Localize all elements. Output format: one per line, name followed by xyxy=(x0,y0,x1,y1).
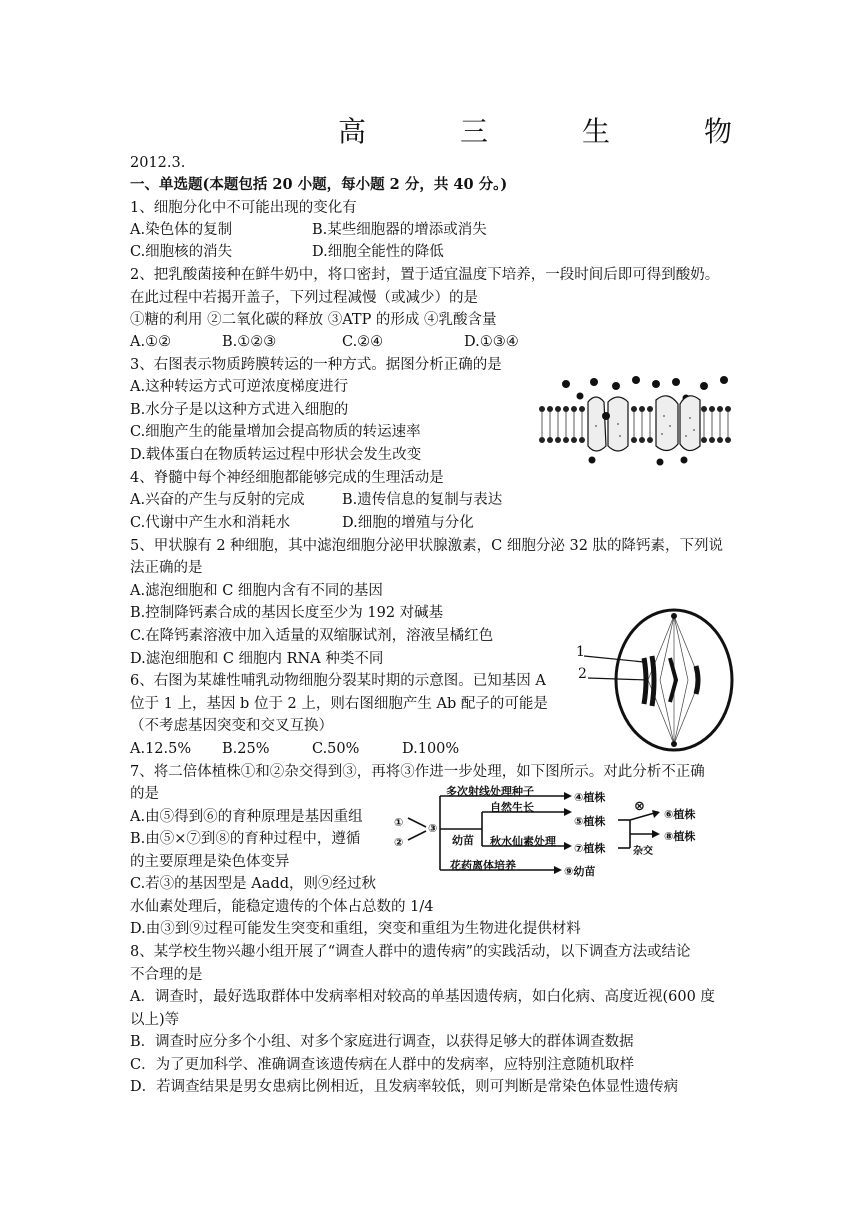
q4-option-b: B.遗传信息的复制与表达 xyxy=(342,492,503,508)
q1-stem: 1、细胞分化中不可能出现的变化有 xyxy=(130,200,357,216)
plant-7: ⑦植株 xyxy=(574,842,606,855)
node-1: ① xyxy=(394,816,404,829)
title-char-1: 高 xyxy=(338,115,367,148)
q3-stem: 3、右图表示物质跨膜转运的一种方式。据图分析正确的是 xyxy=(130,357,502,373)
q2-option-d: D.①③④ xyxy=(464,334,519,350)
plant-6: ⑥植株 xyxy=(664,808,696,821)
q7-option-c-1: C.若③的基因型是 Aadd，则⑨经过秋 xyxy=(130,876,376,892)
plant-5: ⑤植株 xyxy=(574,815,606,828)
colchicine-label: 秋水仙素处理 xyxy=(490,835,556,848)
q6-option-d: D.100% xyxy=(402,741,460,757)
node-3: ③ xyxy=(428,822,438,835)
q6-stem-2: 位于 1 上，基因 b 位于 2 上，则右图细胞产生 Ab 配子的可能是 xyxy=(130,696,548,712)
q3-option-b: B.水分子是以这种方式进入细胞的 xyxy=(130,402,349,418)
seedling-9: ⑨幼苗 xyxy=(564,865,596,878)
q8-option-a-2: 以上)等 xyxy=(130,1012,180,1028)
natural-growth-label: 自然生长 xyxy=(490,801,534,814)
q8-option-b: B．调查时应分多个小组、对多个家庭进行调查，以获得足够大的群体调查数据 xyxy=(130,1034,634,1050)
q7-stem-1: 7、将二倍体植株①和②杂交得到③，再将③作进一步处理，如下图所示。对此分析不正确 xyxy=(130,764,705,780)
q4-option-a: A.兴奋的产生与反射的完成 xyxy=(130,492,305,508)
q7-stem-2: 的是 xyxy=(130,786,159,802)
q4-option-c: C.代谢中产生水和消耗水 xyxy=(130,515,291,531)
fig-label-2: 2 xyxy=(578,666,587,682)
node-2: ② xyxy=(394,836,404,849)
q3-option-d: D.载体蛋白在物质转运过程中形状会发生改变 xyxy=(130,447,422,463)
q1-option-d: D.细胞全能性的降低 xyxy=(312,244,444,260)
plant-8: ⑧植株 xyxy=(664,830,696,843)
anther-culture-label: 花药离体培养 xyxy=(450,859,516,872)
q8-option-c: C．为了更加科学、准确调查该遗传病在人群中的发病率，应特别注意随机取样 xyxy=(130,1057,635,1073)
q5-option-d: D.滤泡细胞和 C 细胞内 RNA 种类不同 xyxy=(130,651,384,667)
q1-option-b: B.某些细胞器的增添或消失 xyxy=(312,222,487,238)
q8-stem-1: 8、某学校生物兴趣小组开展了“调查人群中的遗传病”的实践活动，以下调查方法或结论 xyxy=(130,944,691,960)
fig-label-1: 1 xyxy=(576,644,585,660)
q6-option-c: C.50% xyxy=(312,741,360,757)
q3-option-c: C.细胞产生的能量增加会提高物质的转运速率 xyxy=(130,424,421,440)
q5-stem-2: 法正确的是 xyxy=(130,560,203,576)
q7-option-b-1: B.由⑤×⑦到⑧的育种过程中，遵循 xyxy=(130,831,361,847)
q5-option-a: A.滤泡细胞和 C 细胞内含有不同的基因 xyxy=(130,583,383,599)
cross-label: 杂交 xyxy=(633,846,653,857)
q7-option-b-2: 的主要原理是染色体变异 xyxy=(130,854,290,870)
q5-option-b: B.控制降钙素合成的基因长度至少为 192 对碱基 xyxy=(130,605,444,621)
q1-option-c: C.细胞核的消失 xyxy=(130,244,233,260)
breeding-diagram xyxy=(390,782,740,882)
plant-4: ④植株 xyxy=(574,791,606,804)
q7-option-d: D.由③到⑨过程可能发生突变和重组，突变和重组为生物进化提供材料 xyxy=(130,921,581,937)
title-char-3: 生 xyxy=(582,115,611,148)
q8-option-d: D．若调查结果是男女患病比例相近，且发病率较低，则可判断是常染色体显性遗传病 xyxy=(130,1079,679,1095)
title-char-2: 三 xyxy=(460,115,489,148)
q6-stem-3: （不考虑基因突变和交叉互换） xyxy=(130,718,333,734)
q4-stem: 4、脊髓中每个神经细胞都能够完成的生理活动是 xyxy=(130,470,444,486)
q7-option-c-2: 水仙素处理后，能稳定遗传的个体占总数的 1/4 xyxy=(130,899,434,915)
q6-option-a: A.12.5% xyxy=(130,741,192,757)
membrane-transport-figure xyxy=(536,376,736,468)
cell-division-figure xyxy=(570,600,740,760)
q6-option-b: B.25% xyxy=(222,741,270,757)
section-heading: 一、单选题(本题包括 20 小题，每小题 2 分，共 40 分。) xyxy=(130,176,508,193)
q2-option-a: A.①② xyxy=(130,334,172,350)
date: 2012.3. xyxy=(130,155,186,171)
q6-stem-1: 6、右图为某雄性哺乳动物细胞分裂某时期的示意图。已知基因 A xyxy=(130,673,546,689)
q5-stem-1: 5、甲状腺有 2 种细胞，其中滤泡细胞分泌甲状腺激素，C 细胞分泌 32 肽的降钙素，下列说 xyxy=(130,538,724,554)
q5-option-c: C.在降钙素溶液中加入适量的双缩脲试剂，溶液呈橘红色 xyxy=(130,628,494,644)
radiation-label: 多次射线处理种子 xyxy=(446,785,534,798)
q1-option-a: A.染色体的复制 xyxy=(130,222,233,238)
q2-option-b: B.①②③ xyxy=(222,334,277,350)
q4-option-d: D.细胞的增殖与分化 xyxy=(342,515,474,531)
selfing-icon: ⊗ xyxy=(634,799,645,814)
q3-option-a: A.这种转运方式可逆浓度梯度进行 xyxy=(130,379,349,395)
q2-items: ①糖的利用 ②二氧化碳的释放 ③ATP 的形成 ④乳酸含量 xyxy=(130,312,497,328)
q2-option-c: C.②④ xyxy=(342,334,384,350)
seedling-label: 幼苗 xyxy=(452,834,474,847)
title-char-4: 物 xyxy=(704,115,733,148)
q8-stem-2: 不合理的是 xyxy=(130,967,203,983)
q7-option-a: A.由⑤得到⑥的育种原理是基因重组 xyxy=(130,809,363,825)
q2-stem-2: 在此过程中若揭开盖子，下列过程减慢（或减少）的是 xyxy=(130,290,478,306)
q2-stem-1: 2、把乳酸菌接种在鲜牛奶中，将口密封，置于适宜温度下培养，一段时间后即可得到酸奶。 xyxy=(130,267,720,283)
q8-option-a-1: A．调查时，最好选取群体中发病率相对较高的单基因遗传病，如白化病、高度近视(600 度 xyxy=(130,989,715,1005)
